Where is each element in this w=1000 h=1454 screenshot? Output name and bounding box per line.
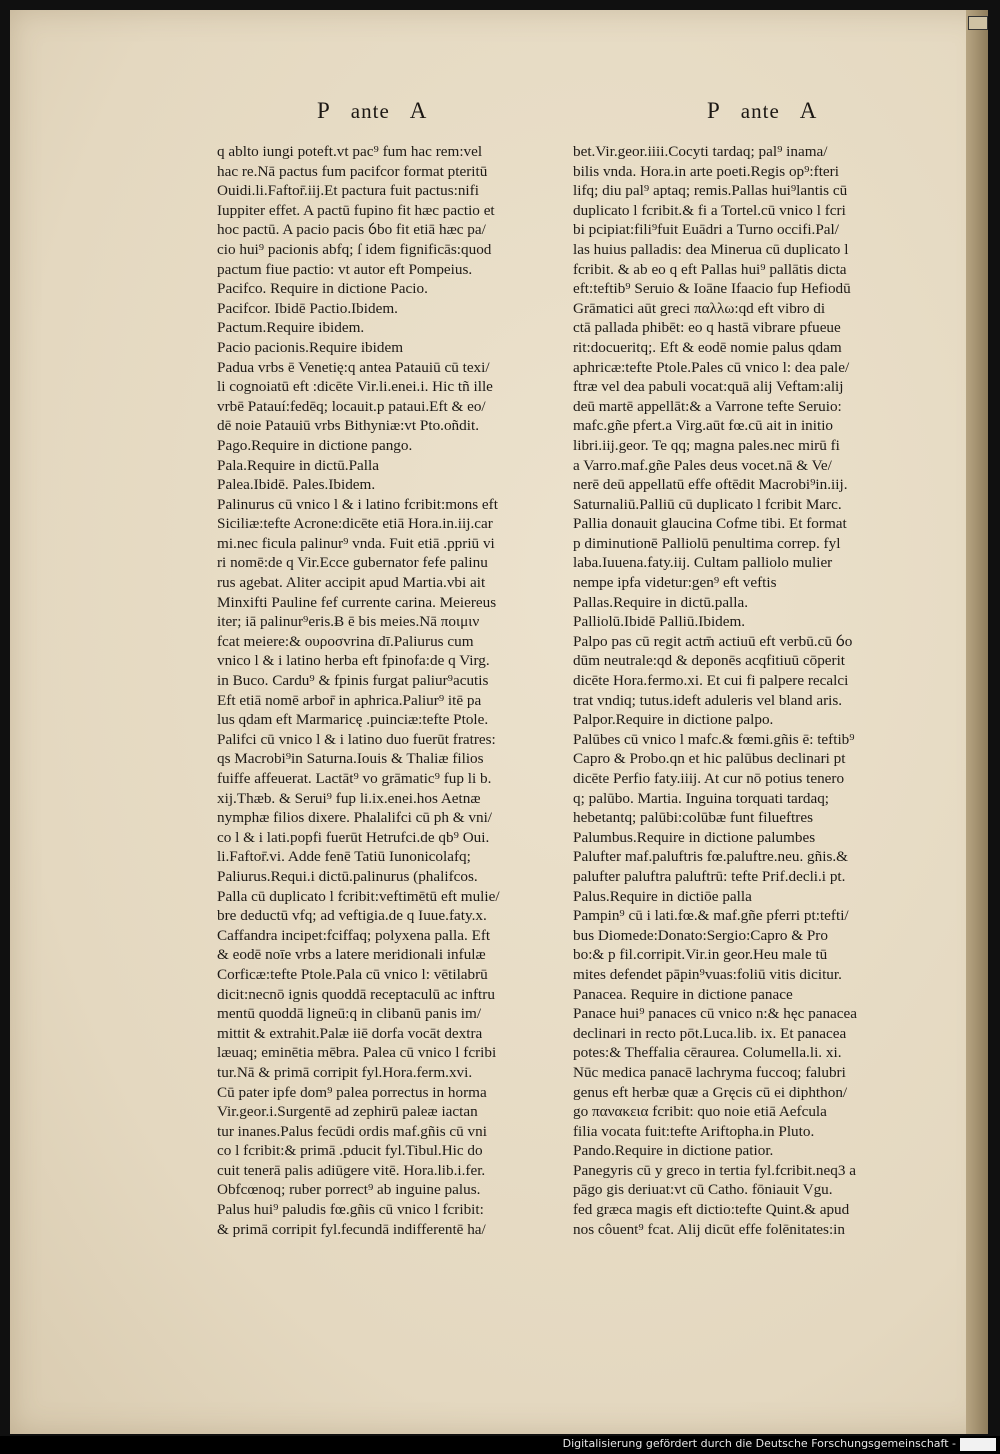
text-line: a Varro.maf.gñe Pales deus vocet.nā & Ve/	[573, 456, 832, 474]
dfg-logo	[960, 1438, 996, 1451]
text-line: xij.Thæb. & Serui⁹ fup li.ix.enei.hos Aetnæ	[217, 789, 481, 807]
text-line: genus eft herbæ quæ a Gręcis cū ei diphthon/	[573, 1083, 848, 1101]
text-line: Palliolū.Ibidē Palliū.Ibidem.	[573, 613, 746, 631]
text-line: nerē deū appellatū effe oftēdit Macrobi⁹in.iij.	[573, 476, 848, 494]
text-line: hac re.Nā pactus fum pacifcor format pteritū	[217, 162, 488, 180]
text-line: Pacifcor. Ibidē Pactio.Ibidem.	[217, 299, 398, 317]
text-line: Palla cū duplicato l fcribit:veftimētū eft mulie/	[217, 887, 500, 905]
text-line: Palifci cū vnico l & i latino duo fuerūt fratres:	[217, 730, 496, 748]
text-line: fcat meiere:& ουροσvrina dī.Paliurus cum	[217, 632, 474, 650]
running-head-right-word: ante	[740, 99, 780, 123]
text-line: tur inanes.Palus fecūdi ordis maf.gñis cū vni	[217, 1122, 487, 1140]
text-line: Pala.Require in dictū.Palla	[217, 456, 379, 474]
text-line: Grāmatici aūt greci παλλω:qd eft vibro di	[573, 299, 826, 317]
text-line: Pallas.Require in dictū.palla.	[573, 593, 749, 611]
text-line: in Buco. Cardu⁹ & fpinis furgat paliur⁹acutis	[217, 672, 489, 690]
text-line: las huius palladis: dea Minerua cū duplicato l	[573, 240, 849, 258]
text-line: mi.nec ficula palinur⁹ vnda. Fuit etiā .ppriū vi	[217, 534, 495, 552]
text-line: q ablto iungi poteft.vt pac⁹ fum hac rem:vel	[217, 143, 483, 160]
text-line: bi pcipiat:fili⁹fuit Euādri a Turno occifi.Pal/	[573, 221, 839, 239]
text-line: Pampin⁹ cū i lati.fœ.& maf.gñe pferri pt:tefti/	[573, 907, 849, 925]
text-line: Palpo pas cū regit actm̄ actiuū eft verbū.cū ỽo	[573, 632, 853, 650]
text-line: bilis vnda. Hora.in arte poeti.Regis op⁹:fteri	[573, 162, 839, 180]
text-line: Caffandra incipet:fciffaq; polyxena palla. Eft	[217, 926, 491, 944]
text-line: bo:& p fil.corripit.Vir.in geor.Heu male tū	[573, 946, 828, 964]
text-line: vrbē Patauí:fedēq; locauit.p pataui.Eft & eo/	[217, 397, 486, 415]
text-column-left	[217, 142, 562, 1239]
running-head-left	[317, 98, 427, 124]
text-line: duplicato l fcribit.& fi a Tortel.cū vnico l fcri	[573, 201, 846, 219]
text-line: eft:teftib⁹ Seruio & Ioāne Ifaacio fup Hefiodū	[573, 280, 851, 298]
text-line: mittit & extrahit.Palæ iiē dorfa vocāt dextra	[217, 1024, 483, 1042]
text-line: go πανακεια fcribit: quo noie etiā Aefcula	[573, 1103, 827, 1121]
running-head-right-letter: P	[707, 98, 721, 123]
text-line: Padua vrbs ē Venetię:q antea Patauiū cū texi/	[217, 358, 490, 376]
text-line: nos côuent⁹ fcat. Alij dicūt effe folēnitates:in	[573, 1220, 845, 1238]
text-line: cuit tenerā palis adiūgere vitē. Hora.lib.i.fer.	[217, 1161, 486, 1179]
text-line: Palus hui⁹ paludis fœ.gñis cū vnico l fcribit:	[217, 1201, 484, 1219]
text-line: Corficæ:tefte Ptole.Pala cū vnico l: vētilabrū	[217, 965, 488, 983]
text-line: mafc.gñe pfert.a Virg.aūt fœ.cū ait in initio	[573, 417, 834, 435]
text-line: Palūbes cū vnico l mafc.& fœmi.gñis ē: teftib⁹	[573, 730, 855, 748]
running-head-right-letter2: A	[799, 98, 818, 123]
text-line: Pallia donauit glaucina Cofme tibi. Et format	[573, 515, 847, 533]
text-line: vnico l & i latino herba eft fpinofa:de q Virg.	[217, 652, 490, 670]
text-line: Paliurus.Requi.i dictū.palinurus (phalifcos.	[217, 867, 478, 885]
text-line: p diminutionē Palliolū penultima correp. fyl	[573, 534, 841, 552]
text-line: bre deductū vfq; ad veftigia.de q Iuue.faty.x.	[217, 907, 487, 925]
text-line: Palus.Require in dictiōe palla	[573, 887, 752, 905]
text-line: aphricæ:tefte Ptole.Pales cū vnico l: dea pale/	[573, 358, 850, 376]
text-line: Palea.Ibidē. Pales.Ibidem.	[217, 476, 376, 494]
text-line: dūm neutrale:qd & deponēs acqfitiuū cōperit	[573, 652, 846, 670]
text-line: nymphæ filios dixere. Phalalifci cū ph & vni/	[217, 809, 493, 827]
text-line: Pacio pacionis.Require ibidem	[217, 338, 404, 356]
running-head-left-letter: P	[317, 98, 331, 123]
text-line: Cū pater ipfe dom⁹ palea porrectus in horma	[217, 1083, 487, 1101]
text-line: li.Faftor̄.vi. Adde fenē Tatiū Iunonicolafq;	[217, 848, 471, 866]
text-line: ftræ vel dea pabuli vocat:quā alij Veftam:alij	[573, 378, 844, 396]
text-line: iter; iā palinur⁹eris.Ƀ ē bis meies.Nā ποιμιν	[217, 613, 480, 631]
text-line: nempe ipfa videtur:gen⁹ eft veftis	[573, 574, 777, 592]
text-line: Palpor.Require in dictione palpo.	[573, 711, 774, 729]
page-edge-strip	[966, 10, 988, 1434]
text-line: mites defendet pāpin⁹vuas:foliū vitis dicitur.	[573, 965, 842, 983]
text-line: Pago.Require in dictione pango.	[217, 436, 413, 454]
text-line: Panace hui⁹ panaces cū vnico n:& hęc panacea	[573, 1005, 858, 1023]
text-line: Siciliæ:tefte Acrone:dicēte etiā Hora.in.iij.car	[217, 515, 493, 533]
text-line: fuiffe affeuerat. Lactāt⁹ vo grāmatic⁹ fup li b.	[217, 770, 492, 787]
text-line: pāgo gis deriuat:vt cū Catho. fōniauit Vgu.	[573, 1181, 833, 1199]
text-line: Pactum.Require ibidem.	[217, 319, 365, 337]
text-line: hebetantq; palūbi:colūbæ funt filueftres	[573, 809, 813, 827]
text-line: palufter paluftra paluftrū: tefte Prif.decli.i pt.	[573, 867, 846, 885]
text-line: fcribit. & ab eo q eft Pallas hui⁹ pallātis dicta	[573, 260, 847, 278]
footer-bar	[0, 1436, 1000, 1454]
text-line: ctā pallada phibēt: eo q hastā vibrare pfueue	[573, 319, 841, 337]
text-line: hoc pactū. A pacio pacis ỽbo fit etiā hæc pa/	[217, 221, 486, 239]
text-line: Eft etiā nomē arbor̄ in aphrica.Paliur⁹ itē pa	[217, 691, 482, 709]
text-line: Capro & Probo.qn et hic palūbus declinari pt	[573, 750, 846, 768]
text-line: bus Diomede:Donato:Sergio:Capro & Pro	[573, 926, 828, 944]
text-line: Panegyris cū y greco in tertia fyl.fcribit.neq3 a	[573, 1161, 856, 1179]
text-line: pactum fiue pactio: vt autor eft Pompeius.	[217, 260, 473, 278]
text-line: lus qdam eft Marmaricę .puinciæ:tefte Ptole.	[217, 711, 489, 729]
text-line: libri.iij.geor. Te qq; magna pales.nec mirū fi	[573, 436, 840, 454]
text-line: Saturnaliū.Palliū cū duplicato l fcribit Marc.	[573, 495, 842, 513]
text-line: dicēte Hora.fermo.xi. Et cui fi palpere recalci	[573, 672, 849, 690]
text-line: læuaq; eminētia mēbra. Palea cū vnico l fcribi	[217, 1044, 497, 1062]
text-line: Obfcœnoq; ruber porrect⁹ ab inguine palus.	[217, 1181, 481, 1199]
running-head-left-letter2: A	[409, 98, 428, 123]
text-line: dicit:necnō ignis quoddā receptaculū ac inftru	[217, 985, 495, 1003]
text-line: & eodē noīe vrbs a latere meridionali infulæ	[217, 946, 486, 964]
text-line: mentū quoddā ligneū:q in clibanū panis im/	[217, 1005, 482, 1023]
text-line: Nūc medica panacē lachryma fuccoq; falubri	[573, 1063, 846, 1081]
text-line: bet.Vir.geor.iiii.Cocyti tardaq; pal⁹ inama/	[573, 143, 828, 160]
text-line: declinari in recto pōt.Luca.lib. ix. Et panacea	[573, 1024, 847, 1042]
text-line: Palinurus cū vnico l & i latino fcribit:mons eft	[217, 495, 498, 513]
text-line: laba.Iuuena.faty.iij. Cultam palliolo mulier	[573, 554, 833, 572]
text-line: Palumbus.Require in dictione palumbes	[573, 828, 816, 846]
text-line: Minxifti Pauline fef currente carina. Meiereus	[217, 593, 497, 611]
text-column-right	[573, 142, 918, 1239]
text-line: trat vndiq; tutus.ideft aduleris vel bland aris.	[573, 691, 843, 709]
text-line: Vir.geor.i.Surgentē ad zephirū paleæ iactan	[217, 1103, 478, 1121]
running-head-left-word: ante	[350, 99, 390, 123]
text-line: & primā corripit fyl.fecundā indifferentē ha/	[217, 1220, 486, 1238]
text-line: Palufter maf.paluftris fœ.paluftre.neu. gñis.&	[573, 848, 848, 866]
running-head-right	[707, 98, 817, 124]
text-line: dicēte Perfio faty.iiij. At cur nō potius tenero	[573, 770, 845, 787]
scan-marker	[968, 16, 988, 30]
text-line: cio hui⁹ pacionis abfq; ſ idem fignificās:quod	[217, 240, 492, 258]
text-line: tur.Nā & primā corripit fyl.Hora.ferm.xvi.	[217, 1063, 473, 1081]
text-line: Panacea. Require in dictione panace	[573, 985, 793, 1003]
text-line: filia vocata fuit:tefte Ariftopha.in Pluto.	[573, 1122, 815, 1140]
text-line: potes:& Theffalia cēraurea. Columella.li. xi.	[573, 1044, 842, 1062]
text-line: rus agebat. Aliter accipit apud Martia.vbi ait	[217, 574, 486, 592]
text-line: dē noie Patauiū vrbs Bithyniæ:vt Pto.oñdit.	[217, 417, 479, 435]
text-line: q; palūbo. Martia. Inguina torquati tardaq;	[573, 789, 830, 807]
text-line: ri nomē:de q Vir.Ecce gubernator fefe palinu	[217, 554, 488, 572]
footer-credit: Digitalisierung gefördert durch die Deutsche Forschungsgemeinschaft -	[562, 1437, 956, 1450]
text-line: Iuppiter effet. A pactū fupino fit hæc pactio et	[217, 201, 495, 219]
text-line: Pacifco. Require in dictione Pacio.	[217, 280, 428, 298]
text-line: lifq; diu pal⁹ aptaq; remis.Pallas hui⁹lantis cū	[573, 182, 848, 200]
text-line: rit:docueritq;. Eft & eodē nomie palus qdam	[573, 338, 842, 356]
text-line: co l & i lati.popfi fuerūt Hetrufci.de qb⁹ Oui.	[217, 828, 490, 846]
text-line: qs Macrobi⁹in Saturna.Iouis & Thaliæ filios	[217, 750, 484, 768]
text-line: Pando.Require in dictione patior.	[573, 1142, 774, 1160]
text-line: co l fcribit:& primā .pducit fyl.Tibul.Hic do	[217, 1142, 483, 1160]
text-line: Ouidi.li.Faftor̄.iij.Et pactura fuit pactus:nifi	[217, 182, 479, 200]
text-line: li cognoiatū eft :dicēte Vir.li.enei.i. Hic tñ ille	[217, 378, 493, 396]
text-line: deū martē appellāt:& a Varrone tefte Seruio:	[573, 397, 842, 415]
text-line: fed græca magis eft dictio:tefte Quint.& apud	[573, 1201, 850, 1219]
